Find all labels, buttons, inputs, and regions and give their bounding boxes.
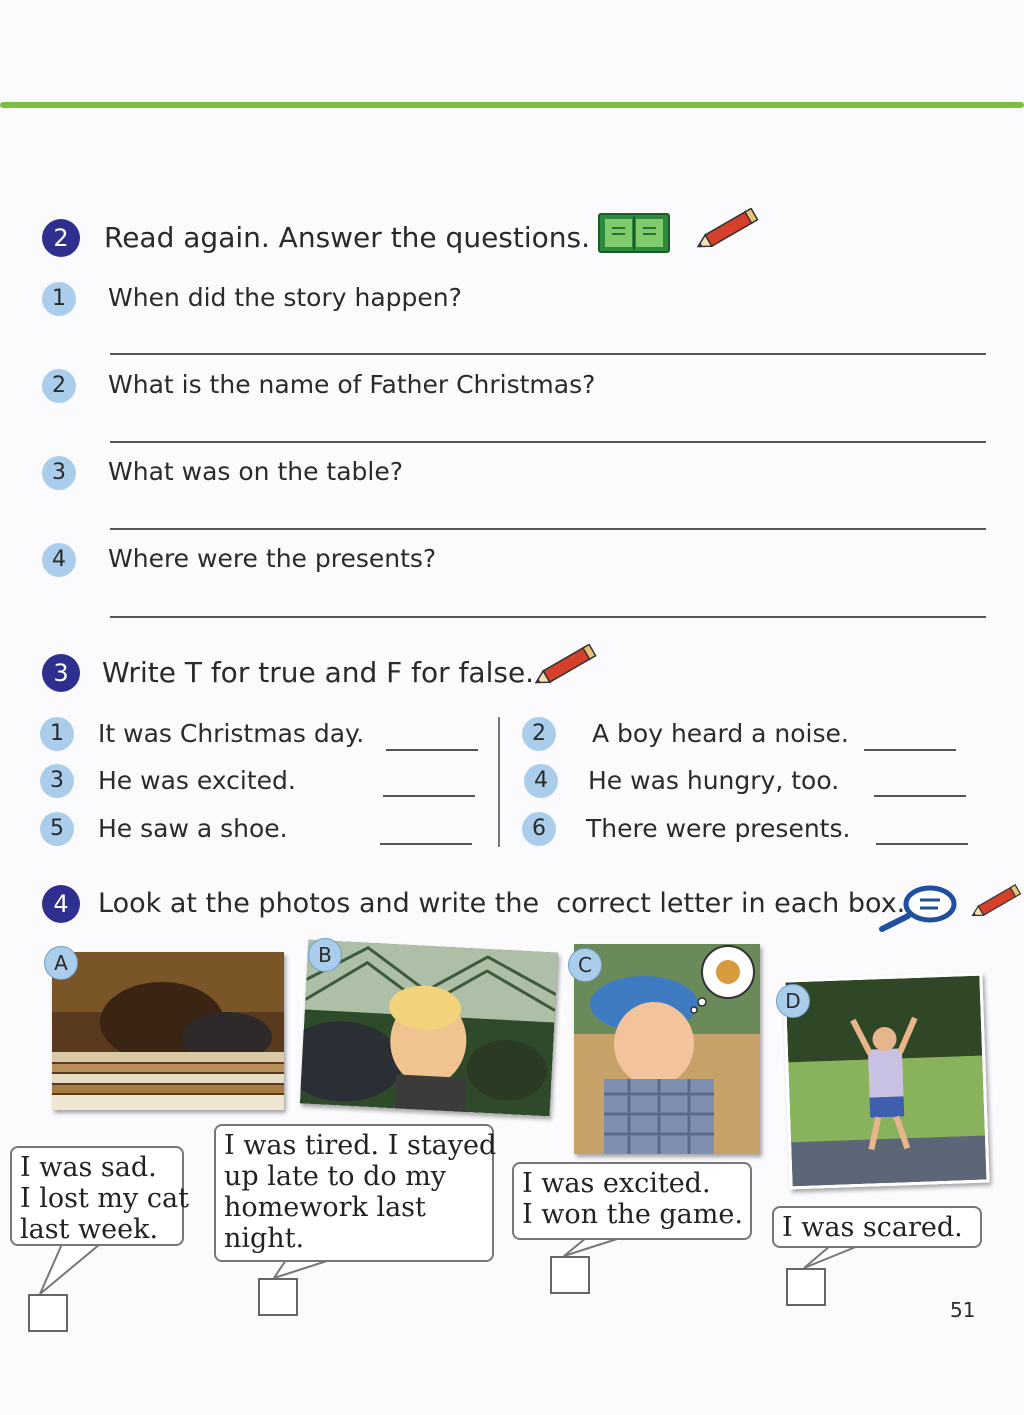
question-4-badge: 4	[42, 543, 76, 577]
statement-2-badge: 2	[522, 717, 556, 751]
statement-3-badge: 3	[40, 764, 74, 798]
open-book-icon	[598, 212, 670, 254]
tf-blank-4[interactable]	[874, 795, 966, 797]
speech-bubble-1: I was sad. I lost my cat last week.	[10, 1146, 184, 1246]
photo-d	[782, 973, 989, 1190]
speech-bubble-4: I was scared.	[772, 1206, 982, 1248]
section-4-title: Look at the photos and write the correct letter in each box.	[98, 888, 906, 919]
statement-1-badge: 1	[40, 717, 74, 751]
answer-box-4[interactable]	[786, 1268, 826, 1306]
statement-2-text: A boy heard a noise.	[592, 719, 849, 748]
tf-blank-2[interactable]	[864, 749, 956, 751]
pencil-icon	[690, 208, 762, 254]
section-2-badge: 2	[42, 219, 80, 257]
photo-b	[300, 940, 558, 1117]
header-rule	[0, 102, 1024, 108]
question-2-badge: 2	[42, 369, 76, 403]
statement-6-badge: 6	[522, 812, 556, 846]
answer-box-1[interactable]	[28, 1294, 68, 1332]
statement-3-text: He was excited.	[98, 766, 296, 795]
question-2-text: What is the name of Father Christmas?	[108, 370, 596, 399]
statement-5-badge: 5	[40, 812, 74, 846]
bubble-tails	[0, 1230, 1024, 1350]
photo-label-d: D	[776, 984, 810, 1018]
answer-box-2[interactable]	[258, 1278, 298, 1316]
photo-c-image	[574, 944, 760, 1154]
question-1-badge: 1	[42, 282, 76, 316]
section-3-badge: 3	[42, 654, 80, 692]
tf-blank-6[interactable]	[876, 843, 968, 845]
answer-line-3[interactable]	[110, 528, 986, 530]
photo-a	[52, 952, 284, 1110]
photo-a-image	[52, 952, 284, 1110]
question-1-text: When did the story happen?	[108, 283, 462, 312]
answer-box-3[interactable]	[550, 1256, 590, 1294]
section-2-title: Read again. Answer the questions.	[104, 221, 591, 254]
magnifier-icon	[878, 884, 960, 934]
answer-line-1[interactable]	[110, 353, 986, 355]
tf-blank-3[interactable]	[383, 795, 475, 797]
tf-blank-5[interactable]	[380, 843, 472, 845]
question-4-text: Where were the presents?	[108, 544, 437, 573]
statement-1-text: It was Christmas day.	[98, 719, 365, 748]
section-4-badge: 4	[42, 885, 80, 923]
tf-blank-1[interactable]	[386, 749, 478, 751]
photo-label-a: A	[44, 946, 78, 980]
pencil-icon	[966, 880, 1024, 926]
pencil-icon	[528, 644, 600, 690]
photo-d-image	[785, 976, 986, 1187]
statement-4-badge: 4	[524, 764, 558, 798]
statement-6-text: There were presents.	[586, 814, 851, 843]
photo-c	[574, 944, 760, 1154]
photo-label-c: C	[568, 948, 602, 982]
question-3-text: What was on the table?	[108, 457, 404, 486]
speech-bubble-2: I was tired. I stayed up late to do my homework last night.	[214, 1124, 494, 1262]
answer-line-4[interactable]	[110, 616, 986, 618]
statement-4-text: He was hungry, too.	[588, 766, 840, 795]
section-3-title: Write T for true and F for false.	[102, 656, 535, 689]
statement-5-text: He saw a shoe.	[98, 814, 288, 843]
photo-label-b: B	[308, 938, 342, 972]
page-number: 51	[950, 1298, 976, 1322]
answer-line-2[interactable]	[110, 441, 986, 443]
speech-bubble-3: I was excited. I won the game.	[512, 1162, 752, 1240]
question-3-badge: 3	[42, 456, 76, 490]
photo-b-image	[300, 940, 558, 1117]
column-divider	[498, 717, 500, 847]
